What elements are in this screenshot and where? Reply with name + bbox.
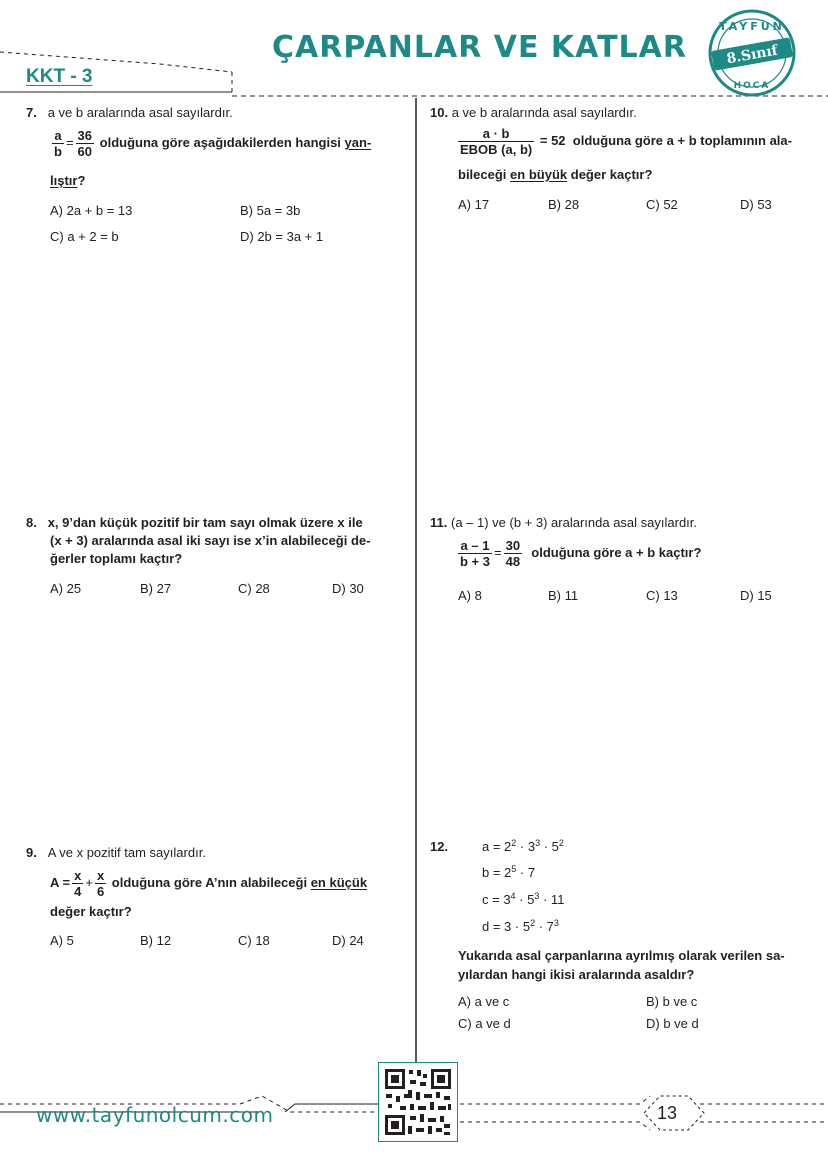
test-code: KKT - 3 <box>26 66 93 87</box>
option-c[interactable]: C) a ve d <box>458 1016 511 1031</box>
svg-text:HOCA: HOCA <box>733 81 771 91</box>
option-a[interactable]: A) 8 <box>458 588 482 603</box>
question-12-stem1: Yukarıda asal çarpanlarına ayrılmış olarak verilen sa- <box>458 948 785 963</box>
fraction: $\frac{a}{b}$ <box>54 128 62 159</box>
option-d[interactable]: D) 15 <box>740 588 772 603</box>
question-8: 8. x, 9’dan küçük pozitif bir tam sayı olmak üzere x ile <box>26 515 363 530</box>
question-7-stem: $\frac{a}{b}$ = $\frac{36}{60}$ olduğuna göre aşağıdakilerden hangisi yan- <box>54 128 372 159</box>
question-9-stem: A = $\frac{x}{4}$ + $\frac{x}{6}$ olduğuna göre A’nın alabileceği en küçük <box>50 868 368 899</box>
option-c[interactable]: C) a + 2 = b <box>50 229 119 244</box>
expr-c: $c = 3^4 \cdot 5^3 \cdot 11$ <box>482 891 565 907</box>
option-b[interactable]: B) 11 <box>548 588 579 603</box>
option-c[interactable]: C) 18 <box>238 933 270 948</box>
fraction: $\frac{36}{60}$ <box>77 128 93 159</box>
question-7 <box>26 104 406 122</box>
question-11-stem: $\frac{a - 1}{b + 3}$ = $\frac{30}{48}$ olduğuna göre a + b kaçtır? <box>460 538 702 569</box>
option-c[interactable]: C) 13 <box>646 588 678 603</box>
page-number: 13 <box>656 1103 678 1123</box>
option-d[interactable]: D) 24 <box>332 933 364 948</box>
question-8-line2: (x + 3) aralarında asal iki sayı ise x’in alabileceği de- <box>50 533 371 548</box>
option-a[interactable]: A) 17 <box>458 197 490 212</box>
question-intro: a ve b aralarında asal sayılardır. <box>47 105 233 120</box>
option-b[interactable]: B) 28 <box>548 197 580 212</box>
option-a[interactable]: A) 25 <box>50 581 82 596</box>
expr-d: $d = 3 \cdot 5^2 \cdot 7^3$ <box>482 918 559 934</box>
page-title: ÇARPANLAR VE KATLAR <box>272 30 687 65</box>
qr-code-icon[interactable] <box>378 1062 458 1142</box>
question-10-stem-end: bileceği en büyük değer kaçtır? <box>458 167 653 182</box>
question-12-stem2: yılardan hangi ikisi aralarında asaldır? <box>458 967 695 982</box>
question-10: 10. a ve b aralarında asal sayılardır. <box>430 105 637 120</box>
question-9-stem-end: değer kaçtır? <box>50 904 132 919</box>
question-9: 9. A ve x pozitif tam sayılardır. <box>26 845 206 860</box>
svg-text:8.Sınıf: 8.Sınıf <box>725 42 779 68</box>
expr-a: $a = 2^2 \cdot 3^3 \cdot 5^2$ <box>482 838 564 854</box>
expr-b: $b = 2^5 \cdot 7$ <box>482 864 536 880</box>
option-b[interactable]: B) 5a = 3b <box>240 203 301 218</box>
option-a[interactable]: A) 2a + b = 13 <box>50 203 133 218</box>
option-d[interactable]: D) 53 <box>740 197 772 212</box>
option-a[interactable]: A) 5 <box>50 933 74 948</box>
option-c[interactable]: C) 28 <box>238 581 270 596</box>
option-c[interactable]: C) 52 <box>646 197 678 212</box>
option-a[interactable]: A) a ve c <box>458 994 510 1009</box>
question-number: 7. <box>26 105 37 120</box>
question-7-stem-end: lıştır? <box>50 173 86 188</box>
question-12-number: 12. <box>430 839 449 854</box>
option-d[interactable]: D) 2b = 3a + 1 <box>240 229 324 244</box>
svg-text:TAYFUN: TAYFUN <box>719 20 785 33</box>
option-b[interactable]: B) b ve c <box>646 994 698 1009</box>
option-b[interactable]: B) 27 <box>140 581 172 596</box>
option-d[interactable]: D) 30 <box>332 581 364 596</box>
option-b[interactable]: B) 12 <box>140 933 172 948</box>
tayfun-hoca-stamp <box>706 8 798 98</box>
question-11: 11. (a – 1) ve (b + 3) aralarında asal sayılardır. <box>430 515 698 530</box>
question-10-stem: $\frac{a \cdot b}{\text{EBOB (a, b)}}$ = 52 olduğuna göre a + b toplamının ala- <box>460 126 792 157</box>
question-8-line3: ğerler toplamı kaçtır? <box>50 551 183 566</box>
option-d[interactable]: D) b ve d <box>646 1016 699 1031</box>
footer-website-link[interactable]: www.tayfunolcum.com <box>36 1103 274 1127</box>
